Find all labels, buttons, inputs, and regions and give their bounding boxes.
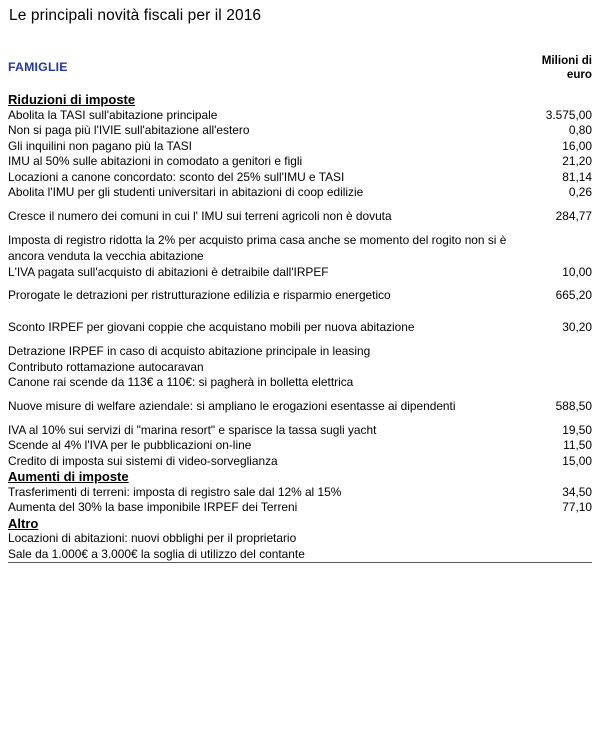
column-header-value-line2: euro — [566, 68, 592, 81]
measure-description: Locazioni a canone concordato: sconto del 25% sull'IMU e TASI — [8, 169, 345, 184]
measure-description: Non si paga più l'IVIE sull'abitazione all'estero — [8, 123, 250, 137]
measure-description: Abolita l'IMU per gli studenti universitari in abitazioni di coop edilizie — [8, 185, 364, 199]
measure-value: 21,20 — [562, 154, 592, 168]
table-body — [8, 44, 592, 563]
measure-value: 10,00 — [562, 264, 592, 279]
measure-value: 19,50 — [562, 422, 592, 437]
measure-value: 0,26 — [568, 185, 592, 199]
measure-value — [511, 344, 592, 360]
table-row — [8, 139, 592, 155]
table-header-row — [8, 44, 592, 92]
column-header-famiglie: FAMIGLIE — [8, 60, 68, 75]
measure-value: 34,50 — [562, 484, 592, 499]
section-header-label — [8, 469, 511, 485]
measure-description: Imposta di registro ridotta la 2% per acquisto prima casa anche se momento del rogito non si è ancora venduta la vecchia abitazione — [8, 233, 507, 263]
table-row — [8, 280, 592, 312]
table-row — [8, 360, 592, 376]
section-header-value — [511, 469, 592, 485]
table-row — [8, 500, 592, 516]
table-row — [8, 201, 592, 233]
section-header-value — [511, 92, 592, 108]
measure-value — [511, 360, 592, 376]
table-row — [8, 170, 592, 186]
table-row — [8, 344, 592, 360]
measure-description: Nuove misure di welfare aziendale: si ampliano le erogazioni esentasse ai dipendenti — [8, 398, 456, 413]
measure-description: L'IVA pagata sull'acquisto di abitazioni è detraibile dall'IRPEF — [8, 264, 329, 279]
table-row — [8, 485, 592, 501]
column-header-value-line1: Milioni di — [541, 54, 592, 67]
measure-description: IVA al 10% sui servizi di "marina resort" e sparisce la tassa sugli yacht — [8, 422, 377, 437]
measure-description: Abolita la TASI sull'abitazione principale — [8, 107, 218, 122]
table-row — [8, 391, 592, 423]
measure-description: Contributo rottamazione autocaravan — [8, 359, 204, 374]
section-header-text: Altro — [8, 515, 39, 531]
measure-description: Locazioni di abitazioni: nuovi obblighi per il proprietario — [8, 531, 297, 545]
table-row — [8, 123, 592, 139]
table-row — [8, 454, 592, 470]
table-row — [8, 233, 592, 265]
fiscal-measures-table — [8, 44, 592, 563]
table-row — [8, 108, 592, 124]
measure-value: 11,50 — [563, 438, 592, 452]
measure-description: Sale da 1.000€ a 3.000€ la soglia di utilizzo del contante — [8, 547, 511, 563]
measure-value: 0,80 — [568, 123, 592, 137]
section-header-text: Aumenti di imposte — [8, 469, 129, 484]
measure-description: Scende al 4% l'IVA per le pubblicazioni on-line — [8, 438, 252, 452]
table-row — [8, 531, 592, 547]
measure-value — [511, 375, 592, 391]
table-row — [8, 154, 592, 170]
table-row — [8, 375, 592, 391]
measure-description: Canone rai scende da 113€ a 110€: si pagherà in bolletta elettrica — [8, 375, 354, 389]
measure-description: Prorogate le detrazioni per ristrutturazione edilizia e risparmio energetico — [8, 288, 391, 303]
section-header-label — [8, 92, 511, 108]
section-header-row — [8, 469, 592, 485]
measure-description: Sconto IRPEF per giovani coppie che acquistano mobili per nuova abitazione — [8, 320, 415, 335]
measure-description: Trasferimenti di terreni: imposta di registro sale dal 12% al 15% — [8, 484, 342, 499]
table-row — [8, 438, 592, 454]
measure-description: Cresce il numero dei comuni in cui l' IMU sui terreni agricoli non è dovuta — [8, 208, 392, 223]
table-row — [8, 547, 592, 563]
measure-value: 588,50 — [555, 398, 592, 413]
measure-value: 3.575,00 — [545, 107, 592, 122]
table-row — [8, 265, 592, 281]
column-header-value — [511, 44, 592, 92]
measure-value: 77,10 — [562, 500, 592, 514]
section-header-text: Riduzioni di imposte — [8, 92, 136, 107]
measure-value — [511, 547, 592, 563]
measure-value: 284,77 — [555, 208, 592, 223]
measure-value: 16,00 — [562, 138, 592, 153]
measure-description: IMU al 50% sulle abitazioni in comodato a genitori e figli — [8, 154, 303, 168]
page-title: Le principali novità fiscali per il 2016 — [9, 7, 262, 24]
measure-value — [511, 531, 592, 547]
measure-value: 30,20 — [562, 320, 592, 335]
section-header-label — [8, 516, 511, 532]
section-header-value — [511, 516, 592, 532]
measure-description: Aumenta del 30% la base imponibile IRPEF dei Terreni — [8, 500, 298, 514]
table-row — [8, 423, 592, 439]
section-header-row — [8, 516, 592, 532]
table-row — [8, 185, 592, 201]
table-row — [8, 312, 592, 344]
measure-description: Credito di imposta sui sistemi di video-sorveglianza — [8, 453, 278, 468]
section-header-row — [8, 92, 592, 108]
measure-value — [511, 233, 592, 265]
measure-value: 15,00 — [562, 453, 592, 468]
measure-description: Gli inquilini non pagano più la TASI — [8, 138, 192, 153]
measure-description: Detrazione IRPEF in caso di acquisto abitazione principale in leasing — [8, 344, 371, 358]
measure-value: 81,14 — [562, 169, 592, 184]
measure-value: 665,20 — [555, 288, 592, 303]
